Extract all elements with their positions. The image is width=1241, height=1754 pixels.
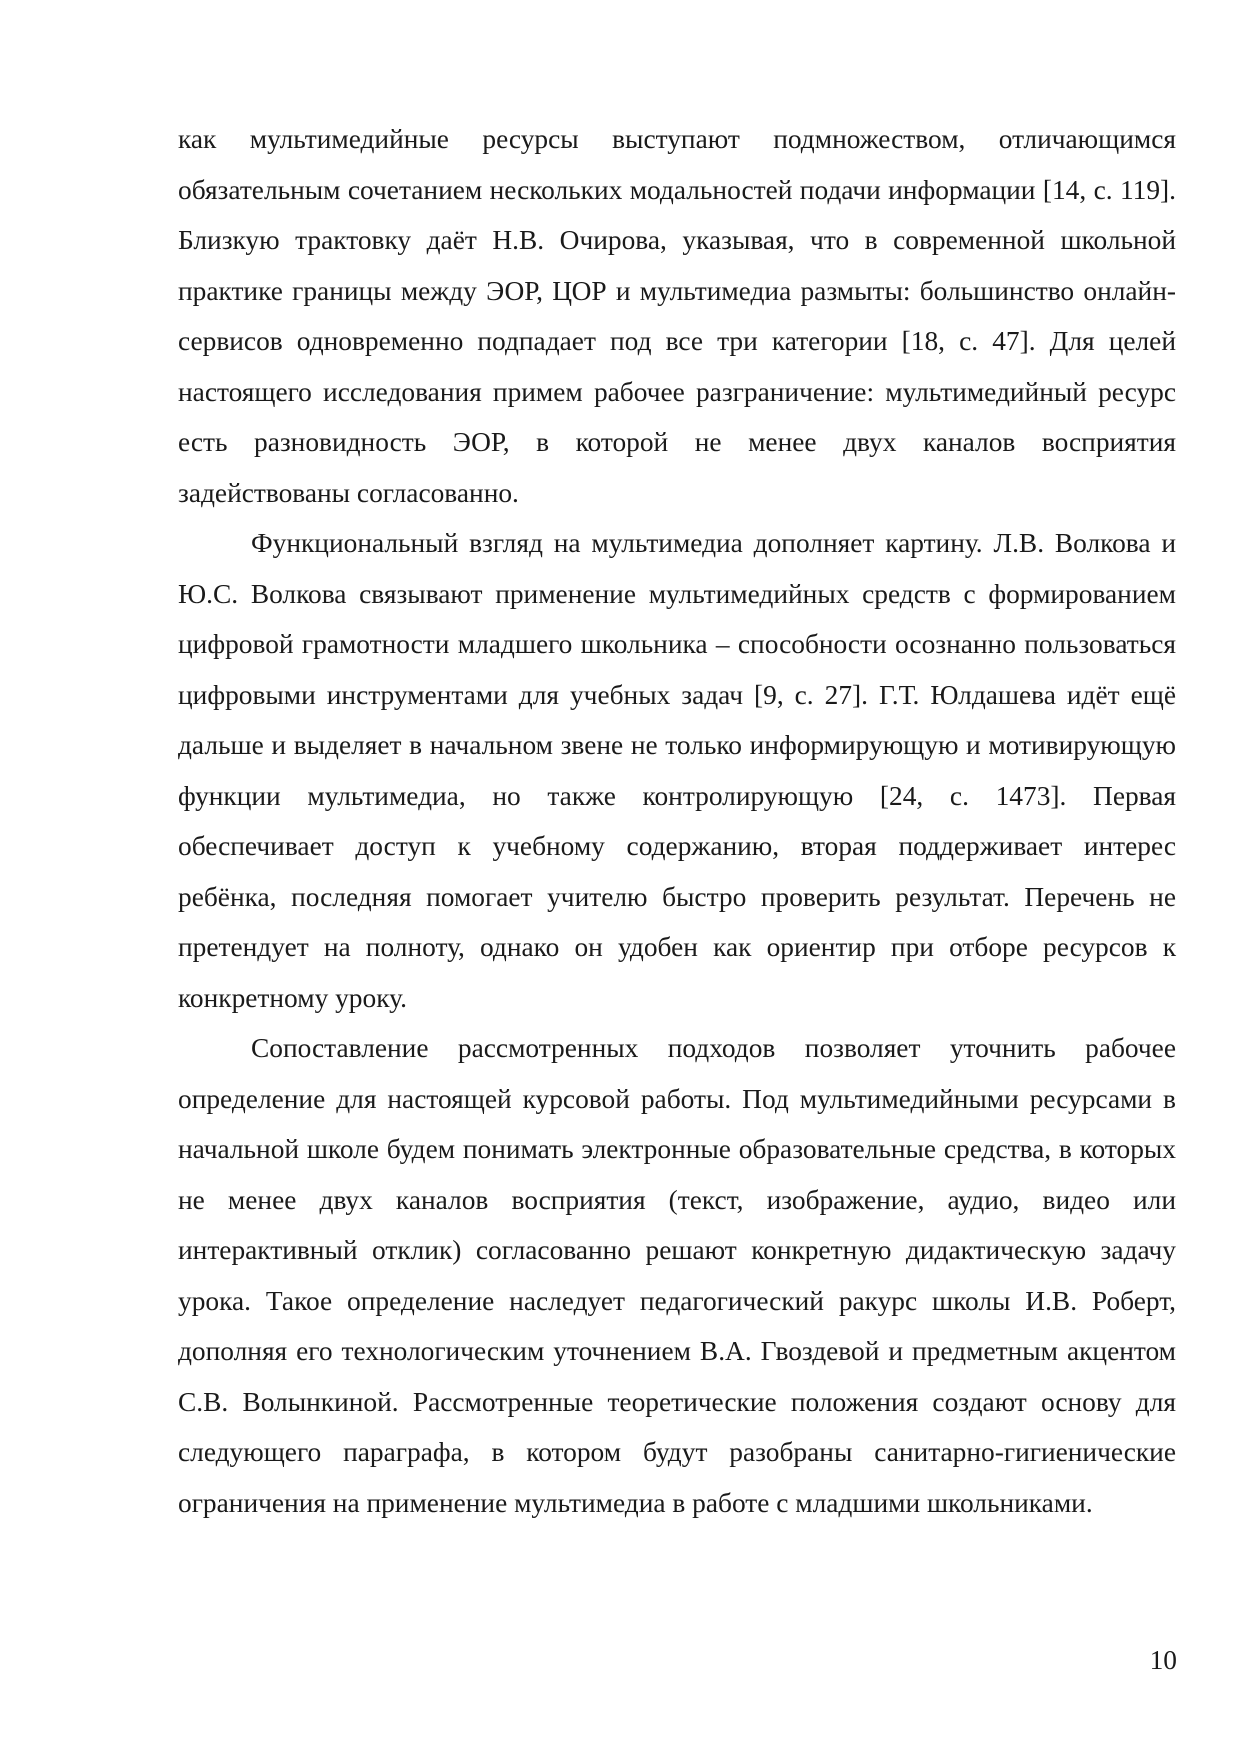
body-text <box>178 114 1176 1528</box>
paragraph-continuation: как мультимедийные ресурсы выступают подмножеством, отличающимся обязательным сочетанием нескольких модальностей подачи информации [14, с. 119]. Близкую трактовку даёт Н.В. Очирова, указывая, что в современной школьной практике границы между ЭОР, ЦОР и мультимедиа размыты: большинство онлайн-сервисов одновременно подпадает под все три категории [18, с. 47]. Для целей настоящего исследования примем рабочее разграничение: мультимедийный ресурс есть разновидность ЭОР, в которой не менее двух каналов восприятия задействованы согласованно. <box>178 124 1176 508</box>
paragraph-working-definition: Сопоставление рассмотренных подходов позволяет уточнить рабочее определение для настоящей курсовой работы. Под мультимедийными ресурсами в начальной школе будем понимать электронные образовательные средства, в которых не менее двух каналов восприятия (текст, изображение, аудио, видео или интерактивный отклик) согласованно решают конкретную дидактическую задачу урока. Такое определение наследует педагогический ракурс школы И.В. Роберт, дополняя его технологическим уточнением В.А. Гвоздевой и предметным акцентом С.В. Волынкиной. Рассмотренные теоретические положения создают основу для следующего параграфа, в котором будут разобраны санитарно-гигиенические ограничения на применение мультимедиа в работе с младшими школьниками. <box>178 1033 1176 1518</box>
paragraph-functional-view: Функциональный взгляд на мультимедиа дополняет картину. Л.В. Волкова и Ю.С. Волкова связывают применение мультимедийных средств с формированием цифровой грамотности младшего школьника – способности осознанно пользоваться цифровыми инструментами для учебных задач [9, с. 27]. Г.Т. Юлдашева идёт ещё дальше и выделяет в начальном звене не только информирующую и мотивирующую функции мультимедиа, но также контролирующую [24, с. 1473]. Первая обеспечивает доступ к учебному содержанию, вторая поддерживает интерес ребёнка, последняя помогает учителю быстро проверить результат. Перечень не претендует на полноту, однако он удобен как ориентир при отборе ресурсов к конкретному уроку. <box>178 528 1176 1013</box>
page-number: 10 <box>1149 1645 1177 1675</box>
